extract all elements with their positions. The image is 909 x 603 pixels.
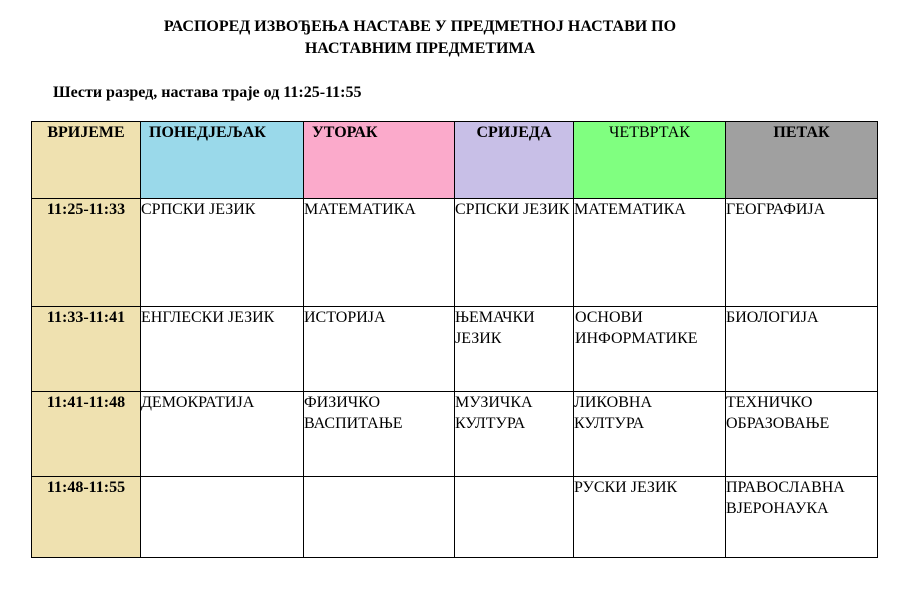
time-slot: 11:33-11:41 <box>32 307 141 392</box>
header-thursday: ЧЕТВРТАК <box>574 122 726 199</box>
subject-cell: СРПСКИ ЈЕЗИК <box>141 199 304 307</box>
subject-cell: ГЕОГРАФИЈА <box>726 199 878 307</box>
document-subtitle: Шести разред, настава траје од 11:25-11:55 <box>53 84 362 101</box>
subject-cell: ЛИКОВНА КУЛТУРА <box>574 392 726 477</box>
subject-cell: ОСНОВИ ИНФОРМАТИКЕ <box>574 307 726 392</box>
table-row <box>32 392 878 477</box>
subject-cell: ТЕХНИЧКО ОБРАЗОВАЊЕ <box>726 392 878 477</box>
header-time: ВРИЈЕМЕ <box>32 122 141 199</box>
subject-cell: БИОЛОГИЈА <box>726 307 878 392</box>
subject-cell: РУСКИ ЈЕЗИК <box>574 477 726 558</box>
subject-cell <box>455 477 574 558</box>
subject-cell: ЕНГЛЕСКИ ЈЕЗИК <box>141 307 304 392</box>
header-monday: ПОНЕДЈЕЉАК <box>141 122 304 199</box>
subject-cell: МУЗИЧКА КУЛТУРА <box>455 392 574 477</box>
table-row <box>32 199 878 307</box>
subject-cell: ФИЗИЧКО ВАСПИТАЊЕ <box>304 392 455 477</box>
subject-cell: ИСТОРИЈА <box>304 307 455 392</box>
document-title-line-1: РАСПОРЕД ИЗВОЂЕЊА НАСТАВЕ У ПРЕДМЕТНОЈ НАСТАВИ ПО <box>163 18 677 35</box>
subject-cell: ДЕМОКРАТИЈА <box>141 392 304 477</box>
subject-cell <box>141 477 304 558</box>
time-slot: 11:25-11:33 <box>32 199 141 307</box>
header-tuesday: УТОРАК <box>304 122 455 199</box>
subject-cell: СРПСКИ ЈЕЗИК <box>455 199 574 307</box>
header-row <box>32 122 878 199</box>
subject-cell: ЊЕМАЧКИ ЈЕЗИК <box>455 307 574 392</box>
table-row <box>32 477 878 558</box>
subject-cell: ПРАВОСЛАВНА ВЈЕРОНАУКА <box>726 477 878 558</box>
subject-cell: МАТЕМАТИКА <box>574 199 726 307</box>
subject-cell: МАТЕМАТИКА <box>304 199 455 307</box>
table-row <box>32 307 878 392</box>
time-slot: 11:48-11:55 <box>32 477 141 558</box>
document-title-line-2: НАСТАВНИМ ПРЕДМЕТИМА <box>304 40 536 57</box>
schedule-table <box>31 121 878 558</box>
time-slot: 11:41-11:48 <box>32 392 141 477</box>
header-wednesday: СРИЈЕДА <box>455 122 574 199</box>
header-friday: ПЕТАК <box>726 122 878 199</box>
subject-cell <box>304 477 455 558</box>
